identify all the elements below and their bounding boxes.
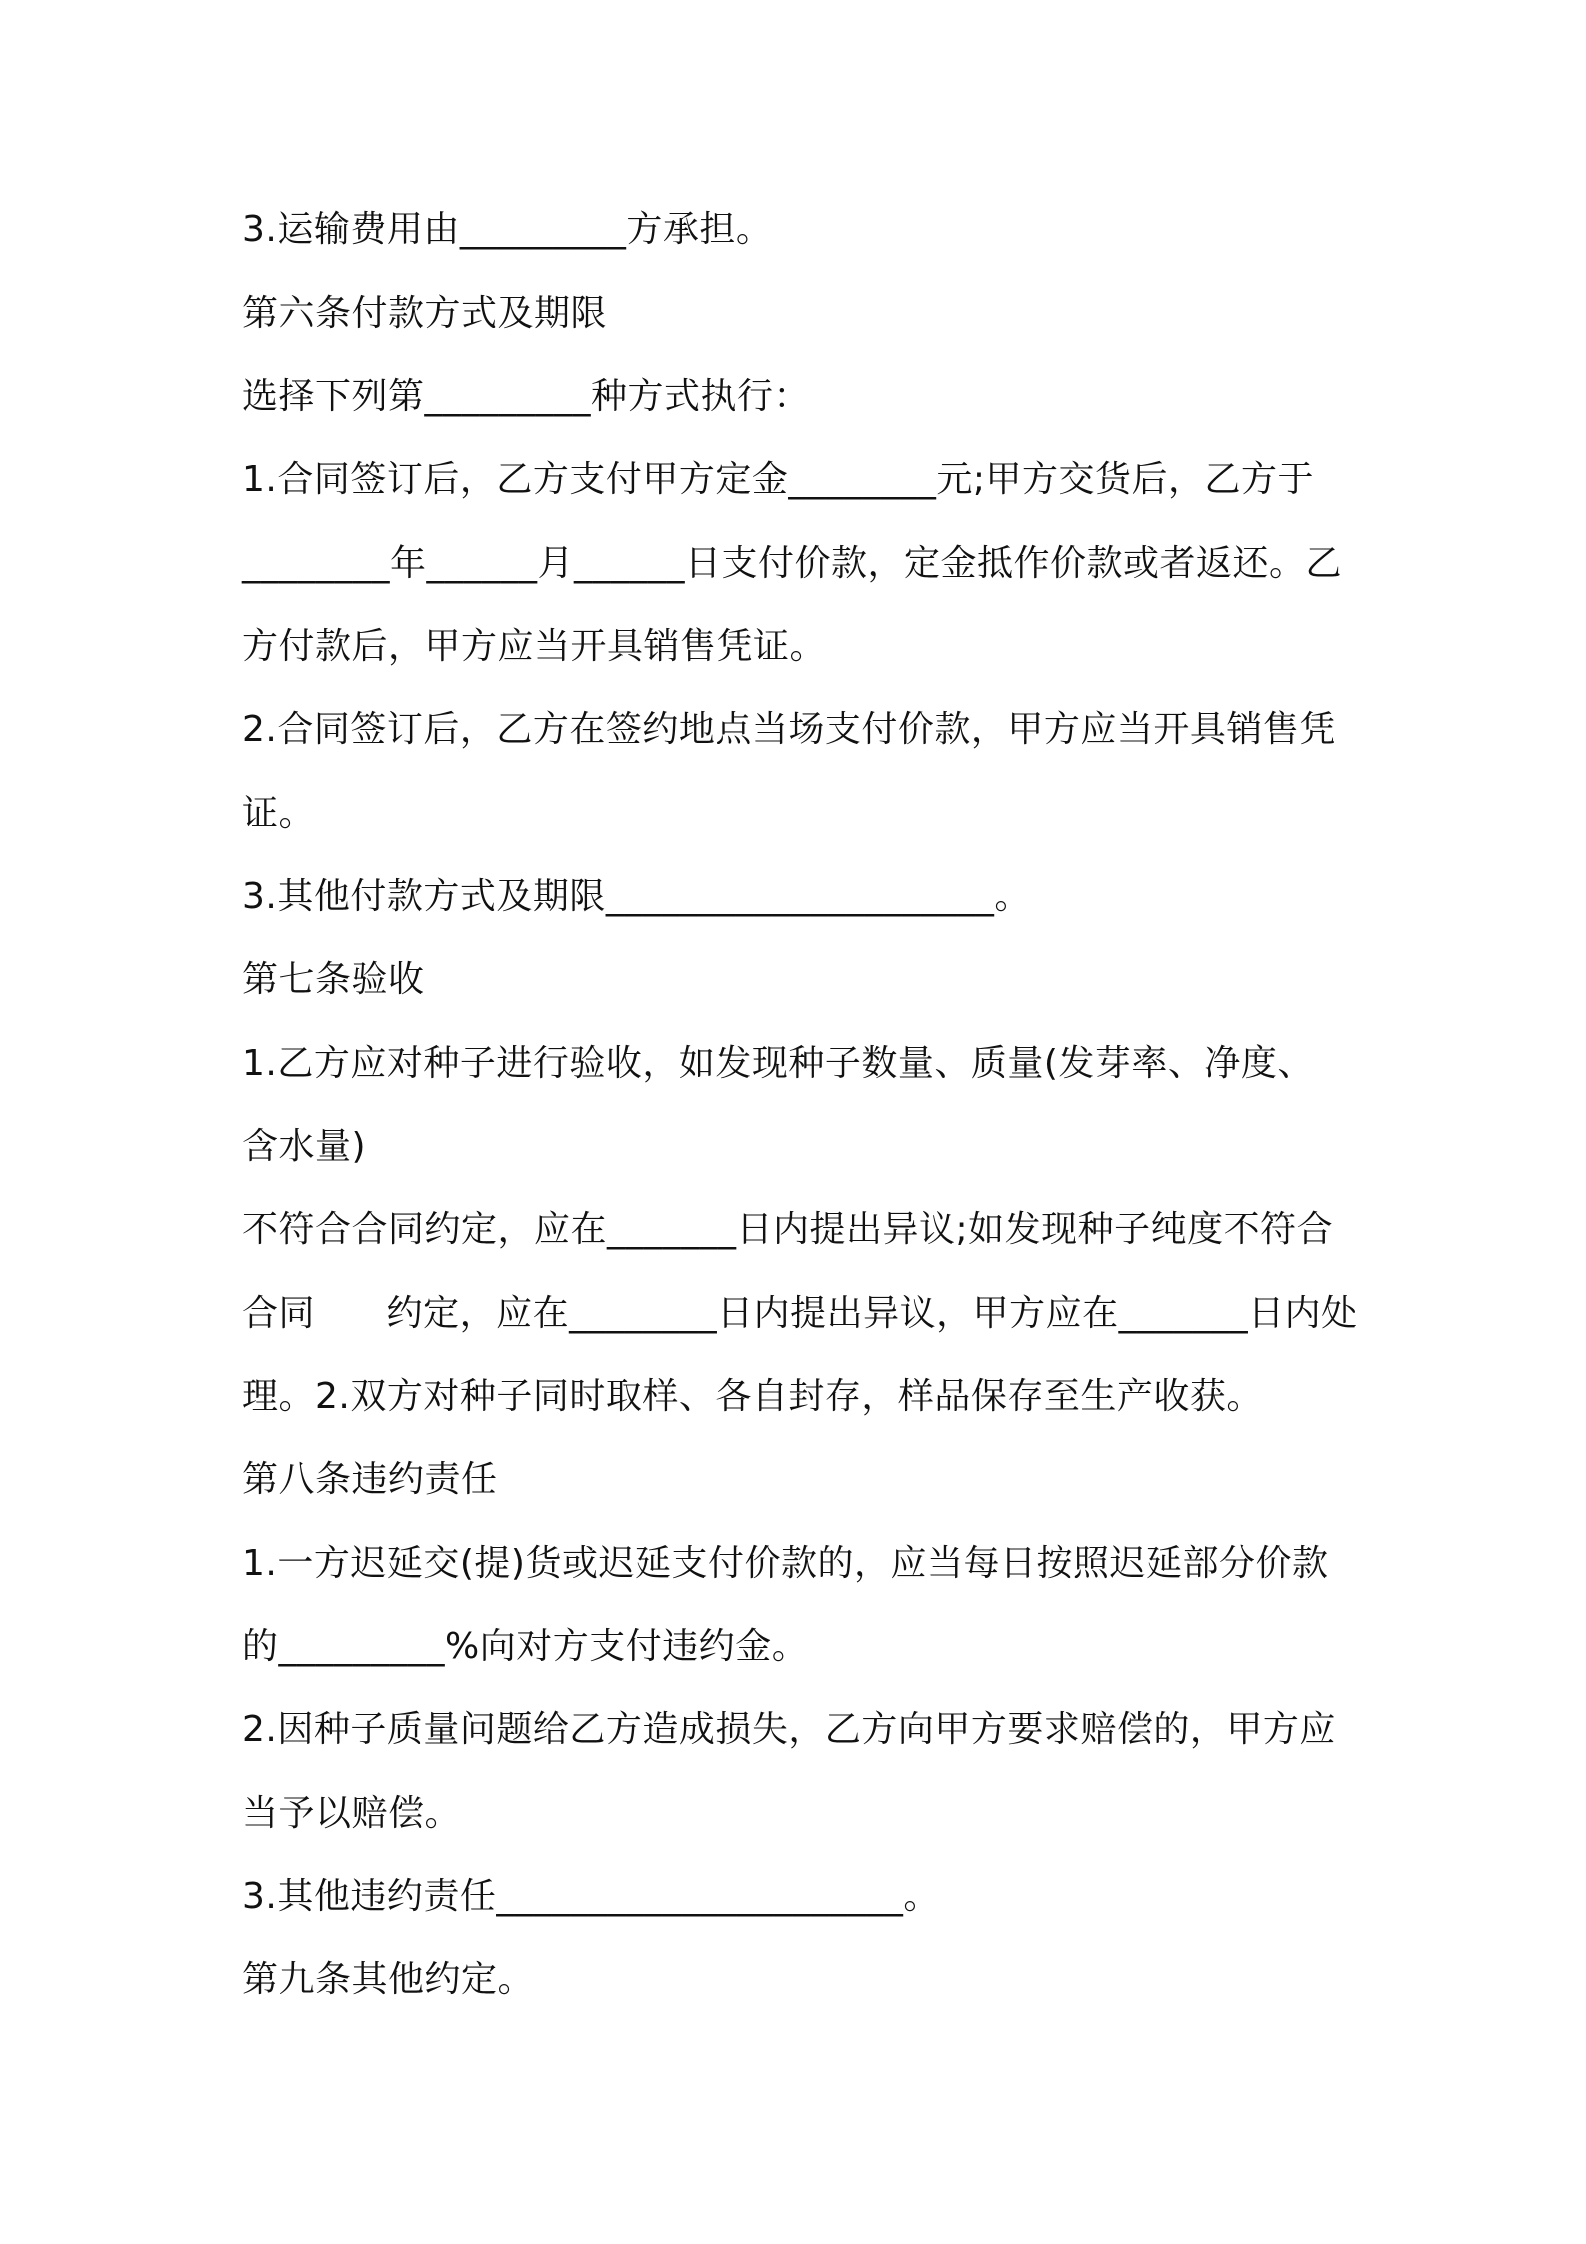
text-line: 方付款后，甲方应当开具销售凭证。 [242, 626, 827, 667]
section-heading: 第六条付款方式及期限 [242, 293, 608, 334]
text-line: 的_________%向对方支付违约金。 [242, 1626, 809, 1667]
text-line: 理。2.双方对种子同时取样、各自封存，样品保存至生产收获。 [242, 1376, 1263, 1417]
text-line: 1.乙方应对种子进行验收，如发现种子数量、质量(发芽率、净度、 [242, 1043, 1314, 1084]
section-heading: 第九条其他约定。 [242, 1959, 535, 2000]
text-line: 1.合同签订后，乙方支付甲方定金________元;甲方交货后，乙方于 [242, 459, 1314, 500]
text-line: 1.一方迟延交(提)货或迟延支付价款的，应当每日按照迟延部分价款 [242, 1543, 1329, 1584]
text-line: 3.其他违约责任______________________。 [242, 1876, 940, 1917]
text-line: 含水量) [242, 1126, 367, 1167]
text-line: 证。 [242, 793, 316, 834]
text-line: 合同 约定，应在________日内提出异议，甲方应在_______日内处 [242, 1293, 1358, 1334]
text-line: 当予以赔偿。 [242, 1793, 462, 1834]
text-line: 3.运输费用由_________方承担。 [242, 209, 773, 250]
section-heading: 第八条违约责任 [242, 1459, 498, 1500]
text-line: 3.其他付款方式及期限_____________________。 [242, 876, 1031, 917]
text-line: 2.因种子质量问题给乙方造成损失，乙方向甲方要求赔偿的，甲方应 [242, 1709, 1336, 1750]
section-heading: 第七条验收 [242, 959, 425, 1000]
text-line: 2.合同签订后，乙方在签约地点当场支付价款，甲方应当开具销售凭 [242, 709, 1336, 750]
text-line: 选择下列第_________种方式执行： [242, 376, 811, 417]
text-line: ________年______月______日支付价款，定金抵作价款或者返还。乙 [242, 543, 1343, 584]
text-line: 不符合合同约定，应在_______日内提出异议;如发现种子纯度不符合 [242, 1209, 1334, 1250]
